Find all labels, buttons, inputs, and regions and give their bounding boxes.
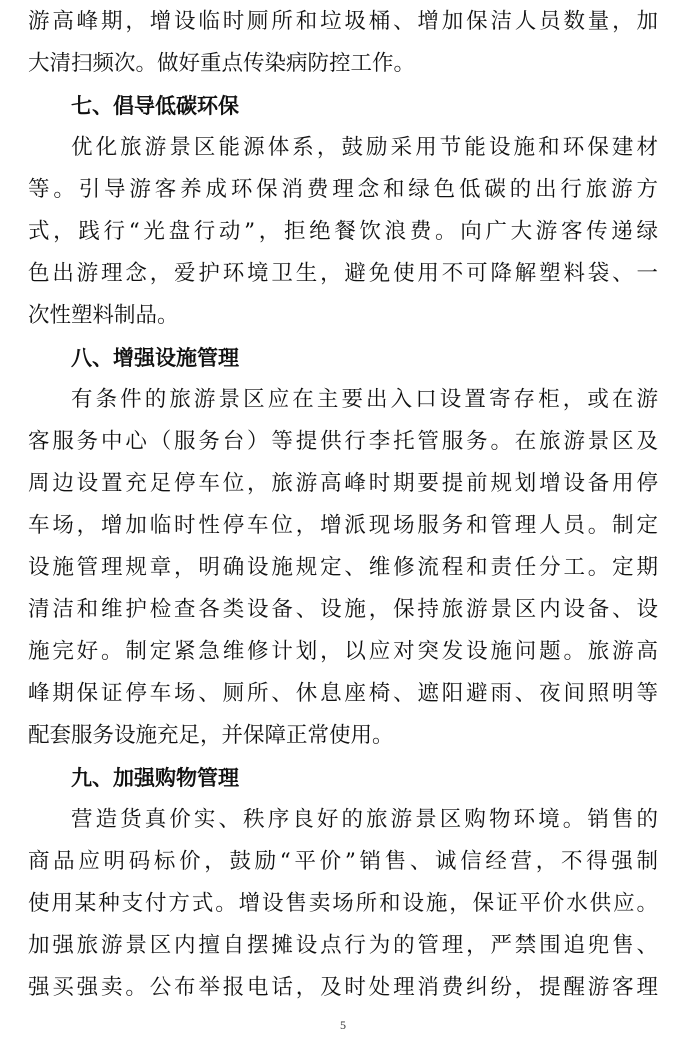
text-line: 营造货真价实、秩序良好的旅游景区购物环境。销售的 [71, 807, 658, 832]
text-line: 次性塑料制品。 [28, 303, 179, 328]
text-line: 加强旅游景区内擅自摆摊设点行为的管理，严禁围追兜售、 [28, 933, 658, 958]
text-line: 施完好。制定紧急维修计划，以应对突发设施问题。旅游高 [28, 639, 658, 664]
text-line: 配套服务设施充足，并保障正常使用。 [28, 723, 394, 748]
text-line: 周边设置充足停车位，旅游高峰时期要提前规划增设备用停 [28, 471, 658, 496]
section-heading: 八、增强设施管理 [71, 346, 239, 370]
text-line: 设施管理规章，明确设施规定、维修流程和责任分工。定期 [28, 555, 658, 580]
text-line: 强买强卖。公布举报电话，及时处理消费纠纷，提醒游客理 [28, 975, 658, 1000]
text-line: 优化旅游景区能源体系，鼓励采用节能设施和环保建材 [71, 135, 658, 160]
text-line: 式，践行“光盘行动”，拒绝餐饮浪费。向广大游客传递绿 [28, 219, 658, 244]
section-heading: 七、倡导低碳环保 [71, 94, 239, 118]
text-line: 色出游理念，爱护环境卫生，避免使用不可降解塑料袋、一 [28, 261, 658, 286]
text-line: 有条件的旅游景区应在主要出入口设置寄存柜，或在游 [71, 387, 658, 412]
text-line: 客服务中心（服务台）等提供行李托管服务。在旅游景区及 [28, 429, 658, 454]
text-line: 大清扫频次。做好重点传染病防控工作。 [28, 51, 416, 76]
section-heading: 九、加强购物管理 [71, 766, 239, 790]
page-number: 5 [340, 1018, 346, 1032]
text-line: 峰期保证停车场、厕所、休息座椅、遮阳避雨、夜间照明等 [28, 681, 658, 706]
text-line: 车场，增加临时性停车位，增派现场服务和管理人员。制定 [28, 513, 658, 538]
text-line: 清洁和维护检查各类设备、设施，保持旅游景区内设备、设 [28, 597, 658, 622]
text-line: 等。引导游客养成环保消费理念和绿色低碳的出行旅游方 [28, 177, 658, 202]
text-line: 使用某种支付方式。增设售卖场所和设施，保证平价水供应。 [28, 891, 658, 916]
text-line: 商品应明码标价，鼓励“平价”销售、诚信经营，不得强制 [28, 849, 658, 874]
text-line: 游高峰期，增设临时厕所和垃圾桶、增加保洁人员数量，加 [28, 9, 658, 34]
